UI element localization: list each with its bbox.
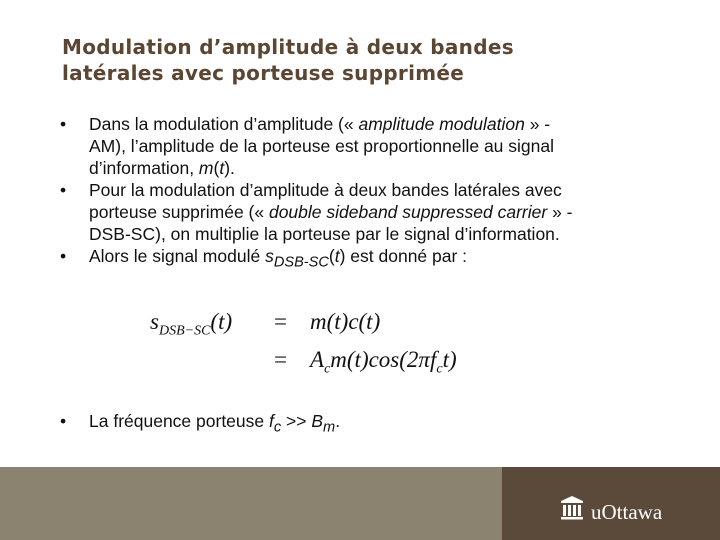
equation-rhs-1: m(t)c(t) xyxy=(310,309,381,334)
italic-term: B xyxy=(311,411,324,431)
bullet-line xyxy=(89,201,660,223)
slide-title xyxy=(62,34,682,86)
bullet-marker: • xyxy=(60,114,67,134)
bullet-line xyxy=(89,113,660,135)
italic-term: s xyxy=(265,246,274,266)
equation-symbol: f xyxy=(429,347,437,372)
text-run: >> xyxy=(281,411,312,431)
text-run: » - xyxy=(547,202,573,222)
italic-term: t xyxy=(334,246,340,266)
italic-term: t xyxy=(219,158,225,178)
equation-subscript: DSB−SC xyxy=(158,323,211,339)
text-run: ). xyxy=(224,158,235,178)
uottawa-logo-text: uOttawa xyxy=(591,500,663,524)
bullet-marker: • xyxy=(60,411,67,431)
text-run: Dans la modulation d’amplitude (« xyxy=(89,114,359,134)
text-run: ) est donné par : xyxy=(339,246,468,266)
italic-term: f xyxy=(269,411,274,431)
bullet-item-am xyxy=(60,113,660,179)
bullet-line xyxy=(89,410,689,439)
equation-rhs-2 xyxy=(310,347,457,378)
equation-subscript: c xyxy=(324,361,331,377)
slide-title-line-1: Modulation d’amplitude à deux bandes xyxy=(62,35,514,59)
italic-term: double sideband suppressed carrier xyxy=(268,202,548,222)
equation-args: (t) xyxy=(210,309,233,334)
university-building-icon xyxy=(558,494,586,522)
italic-term: m xyxy=(198,158,214,178)
text-run: » - xyxy=(524,114,551,134)
bullet-line: Pour la modulation d’amplitude à deux bandes latérales avec xyxy=(89,180,562,200)
subscript: DSB-SC xyxy=(273,254,329,271)
text-run: . xyxy=(335,411,341,431)
bullet-line xyxy=(89,245,660,274)
bullet-item-carrier-frequency xyxy=(60,410,689,439)
bullet-marker: • xyxy=(60,180,67,200)
text-run: porteuse supprimée (« xyxy=(89,202,269,222)
text-run: d’information, xyxy=(89,158,199,178)
bullet-item-modulated-signal xyxy=(60,245,660,274)
equation-term: m(t)cos(2π xyxy=(330,347,430,372)
italic-term: amplitude modulation xyxy=(358,114,525,134)
equation-term: t) xyxy=(442,347,457,372)
slide-title-line-2: latérales avec porteuse supprimée xyxy=(62,61,465,85)
equals-sign: = xyxy=(274,347,287,372)
footer-band xyxy=(0,467,502,540)
subscript: c xyxy=(273,419,282,436)
equation-lhs xyxy=(150,309,232,340)
equation-subscript: c xyxy=(436,361,443,377)
bullet-item-dsb-sc xyxy=(60,179,660,245)
text-run: ( xyxy=(213,158,220,178)
bullet-marker: • xyxy=(60,246,67,266)
text-run: Alors le signal modulé xyxy=(89,246,266,266)
equation-symbol: s xyxy=(150,309,159,334)
equation-symbol: A xyxy=(310,347,325,372)
bullet-line: AM), l’amplitude de la porteuse est proportionnelle au signal xyxy=(89,136,554,156)
bullet-line: DSB-SC), on multiplie la porteuse par le signal d’information. xyxy=(89,224,560,244)
subscript: m xyxy=(323,419,336,436)
text-run: ( xyxy=(328,246,335,266)
bullet-line xyxy=(89,157,660,179)
text-run: La fréquence porteuse xyxy=(89,411,269,431)
equals-sign: = xyxy=(274,309,287,334)
